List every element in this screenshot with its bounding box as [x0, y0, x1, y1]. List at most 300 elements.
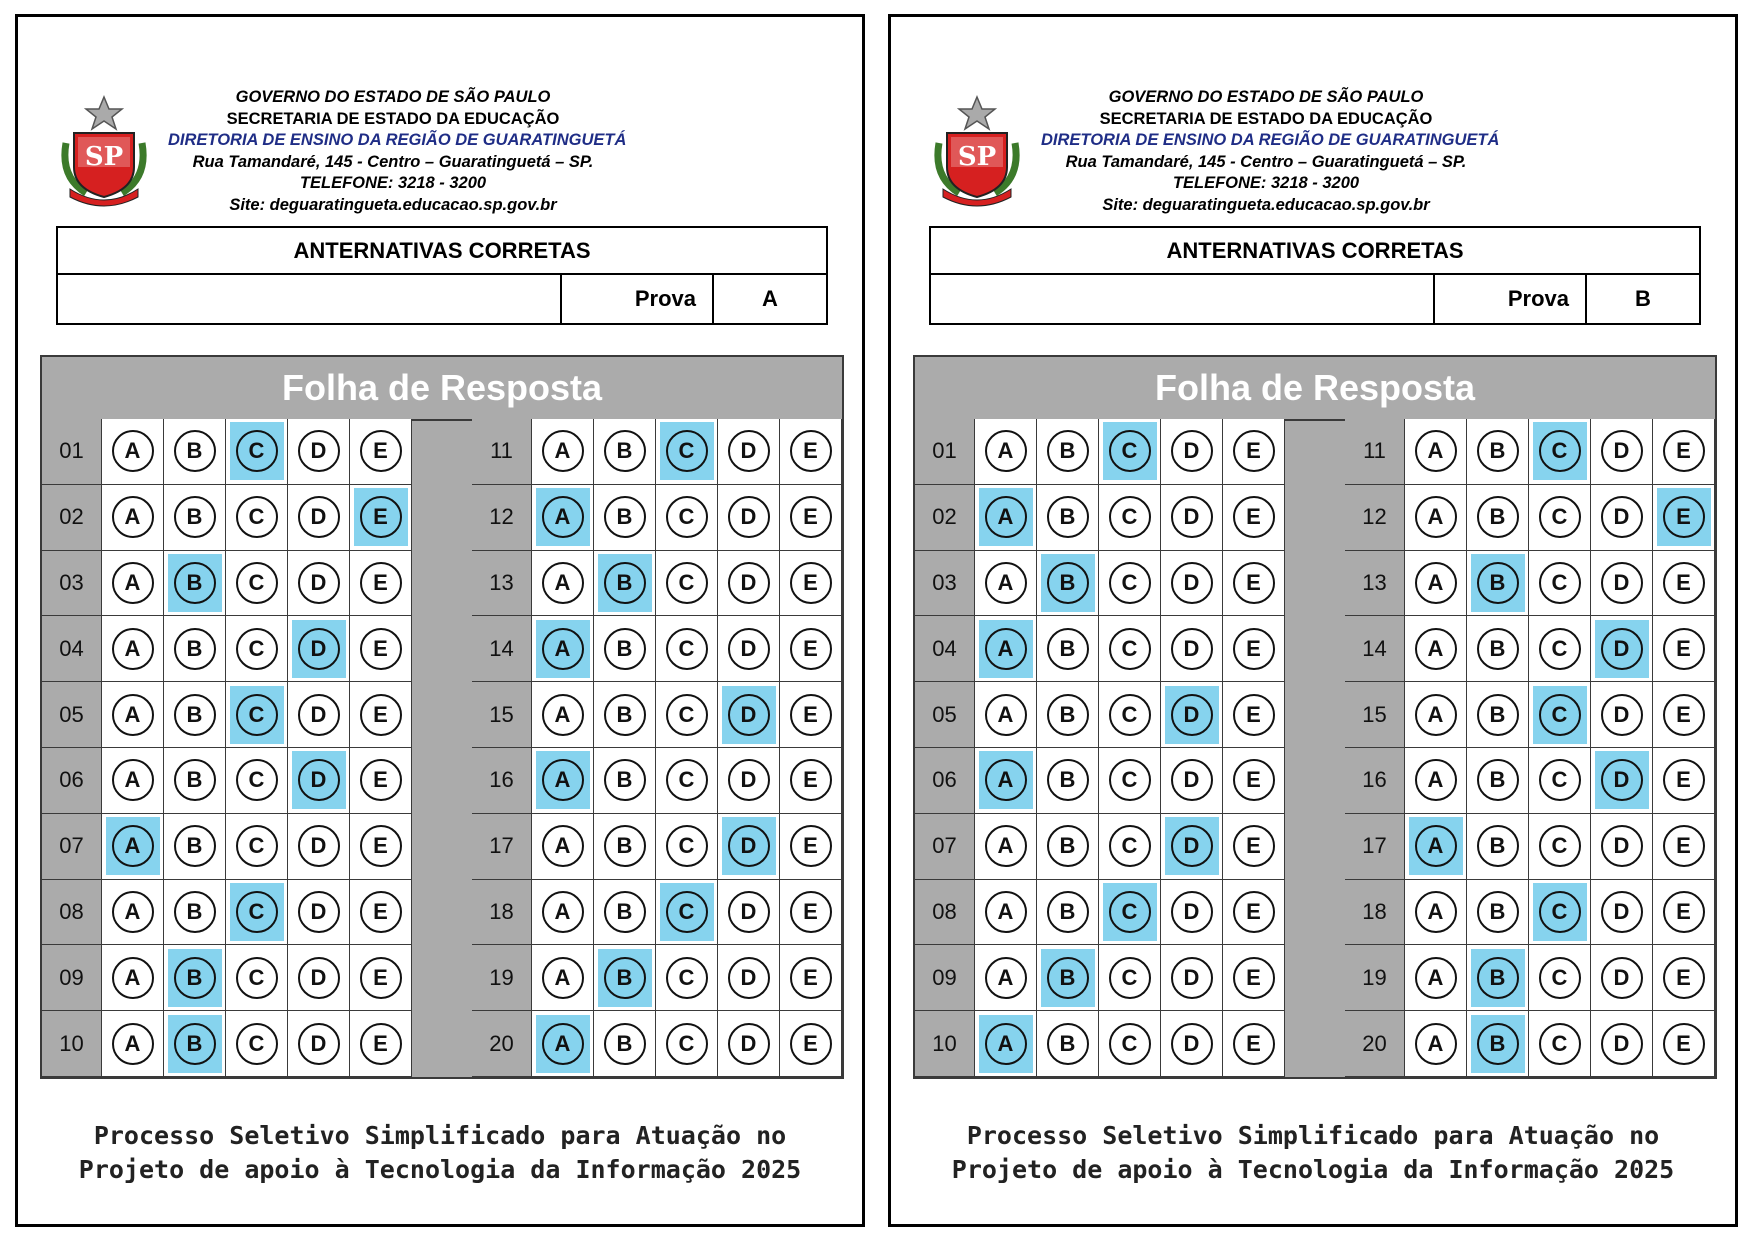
option-a[interactable]	[1405, 1011, 1467, 1077]
option-a-marked[interactable]	[975, 1011, 1037, 1077]
question-number: 17	[472, 814, 532, 880]
option-c[interactable]	[1099, 748, 1161, 814]
folha-title: Folha de Resposta	[915, 357, 1715, 421]
option-bubble: B	[1477, 957, 1519, 999]
option-c-marked[interactable]	[226, 682, 288, 748]
option-a[interactable]	[532, 419, 594, 485]
option-c[interactable]	[1529, 945, 1591, 1011]
option-bubble: C	[1109, 891, 1151, 933]
option-d[interactable]	[1591, 485, 1653, 551]
option-d[interactable]	[1161, 485, 1223, 551]
option-a[interactable]	[1405, 616, 1467, 682]
bubble-highlight	[1657, 422, 1711, 480]
option-bubble: C	[1109, 496, 1151, 538]
option-a[interactable]	[1405, 485, 1467, 551]
option-bubble: A	[1415, 891, 1457, 933]
question-row	[915, 880, 1285, 946]
option-b[interactable]	[594, 748, 656, 814]
option-e[interactable]	[350, 880, 412, 946]
option-a[interactable]	[975, 814, 1037, 880]
option-b[interactable]	[164, 485, 226, 551]
bubble-highlight	[1041, 554, 1095, 612]
bubble-highlight	[722, 1015, 776, 1073]
question-row	[1345, 551, 1715, 617]
option-a[interactable]	[975, 551, 1037, 617]
option-b-marked[interactable]	[1037, 551, 1099, 617]
bubble-highlight	[536, 883, 590, 941]
option-b[interactable]	[1467, 880, 1529, 946]
bubble-highlight	[106, 751, 160, 809]
option-e[interactable]	[1653, 682, 1715, 748]
option-e[interactable]	[780, 485, 842, 551]
bubble-highlight	[1041, 1015, 1095, 1073]
option-a-marked[interactable]	[532, 616, 594, 682]
option-d-marked[interactable]	[288, 748, 350, 814]
option-bubble: E	[360, 628, 402, 670]
option-a[interactable]	[975, 682, 1037, 748]
option-c[interactable]	[1529, 485, 1591, 551]
option-b[interactable]	[1037, 616, 1099, 682]
option-c[interactable]	[1099, 682, 1161, 748]
question-number: 09	[42, 945, 102, 1011]
option-d[interactable]	[1591, 551, 1653, 617]
bubble-highlight	[722, 422, 776, 480]
question-number: 07	[915, 814, 975, 880]
option-bubble: D	[298, 1023, 340, 1065]
option-d[interactable]	[1591, 1011, 1653, 1077]
bubble-highlight	[1409, 422, 1463, 480]
option-a[interactable]	[532, 682, 594, 748]
option-a[interactable]	[975, 945, 1037, 1011]
bubble-highlight	[660, 488, 714, 546]
option-bubble: A	[542, 628, 584, 670]
option-d[interactable]	[718, 880, 780, 946]
bubble-highlight	[1103, 949, 1157, 1007]
option-c-marked[interactable]	[656, 880, 718, 946]
option-d[interactable]	[1161, 1011, 1223, 1077]
bubble-highlight	[598, 949, 652, 1007]
option-c[interactable]	[1529, 616, 1591, 682]
option-c[interactable]	[1529, 748, 1591, 814]
option-a[interactable]	[102, 616, 164, 682]
bubble-highlight	[1103, 422, 1157, 480]
option-bubble: D	[298, 628, 340, 670]
option-bubble: A	[542, 694, 584, 736]
option-c[interactable]	[1529, 814, 1591, 880]
bubble-highlight	[1103, 751, 1157, 809]
option-b[interactable]	[164, 748, 226, 814]
option-b[interactable]	[164, 814, 226, 880]
option-bubble: B	[174, 957, 216, 999]
option-c[interactable]	[1099, 814, 1161, 880]
option-a-marked[interactable]	[975, 616, 1037, 682]
option-c[interactable]	[1099, 1011, 1161, 1077]
option-bubble: C	[666, 628, 708, 670]
option-d[interactable]	[718, 551, 780, 617]
option-a[interactable]	[1405, 551, 1467, 617]
option-d[interactable]	[718, 616, 780, 682]
option-d[interactable]	[1161, 880, 1223, 946]
option-d[interactable]	[1591, 419, 1653, 485]
option-c[interactable]	[226, 551, 288, 617]
question-row	[1345, 945, 1715, 1011]
option-a[interactable]	[975, 419, 1037, 485]
option-a[interactable]	[532, 945, 594, 1011]
option-e[interactable]	[1223, 748, 1285, 814]
option-d-marked[interactable]	[288, 616, 350, 682]
option-bubble: E	[1233, 562, 1275, 604]
option-b-marked[interactable]	[1467, 551, 1529, 617]
option-a[interactable]	[532, 551, 594, 617]
option-a-marked[interactable]	[102, 814, 164, 880]
option-b[interactable]	[164, 880, 226, 946]
bubble-highlight	[1471, 488, 1525, 546]
option-e[interactable]	[780, 616, 842, 682]
option-a-marked[interactable]	[1405, 814, 1467, 880]
bubble-highlight	[1103, 488, 1157, 546]
option-bubble: B	[1477, 825, 1519, 867]
option-e[interactable]	[780, 945, 842, 1011]
bubble-highlight	[1041, 422, 1095, 480]
sao-paulo-crest-icon	[56, 93, 152, 209]
option-b[interactable]	[1037, 814, 1099, 880]
bubble-highlight	[1041, 620, 1095, 678]
option-d[interactable]	[718, 945, 780, 1011]
option-e[interactable]	[1223, 419, 1285, 485]
option-b-marked[interactable]	[594, 551, 656, 617]
option-d[interactable]	[1161, 419, 1223, 485]
option-d[interactable]	[288, 880, 350, 946]
option-b[interactable]	[1467, 682, 1529, 748]
option-e[interactable]	[1653, 1011, 1715, 1077]
option-c[interactable]	[656, 748, 718, 814]
option-b[interactable]	[594, 880, 656, 946]
option-c[interactable]	[226, 616, 288, 682]
option-e[interactable]	[780, 814, 842, 880]
option-c-marked[interactable]	[1099, 880, 1161, 946]
option-b-marked[interactable]	[594, 945, 656, 1011]
option-a[interactable]	[1405, 419, 1467, 485]
option-b[interactable]	[594, 682, 656, 748]
option-a[interactable]	[1405, 880, 1467, 946]
option-c[interactable]	[226, 1011, 288, 1077]
bubble-highlight	[354, 949, 408, 1007]
option-c[interactable]	[656, 1011, 718, 1077]
option-d[interactable]	[288, 485, 350, 551]
option-a-marked[interactable]	[975, 485, 1037, 551]
option-d[interactable]	[1591, 814, 1653, 880]
bubble-highlight	[1595, 1015, 1649, 1073]
option-b[interactable]	[594, 419, 656, 485]
bubble-highlight	[230, 1015, 284, 1073]
option-e[interactable]	[1223, 485, 1285, 551]
option-d[interactable]	[1591, 945, 1653, 1011]
option-e[interactable]	[1223, 616, 1285, 682]
option-c[interactable]	[1099, 616, 1161, 682]
option-b[interactable]	[164, 419, 226, 485]
question-number: 15	[1345, 682, 1405, 748]
option-b[interactable]	[1037, 880, 1099, 946]
option-b[interactable]	[594, 485, 656, 551]
option-a-marked[interactable]	[532, 748, 594, 814]
bubble-highlight	[1409, 488, 1463, 546]
bubble-highlight	[536, 554, 590, 612]
option-b-marked[interactable]	[1037, 945, 1099, 1011]
option-c[interactable]	[226, 485, 288, 551]
header-address: Rua Tamandaré, 145 - Centro – Guaratinguetá – SP.	[1065, 152, 1467, 171]
option-d[interactable]	[288, 1011, 350, 1077]
option-d[interactable]	[718, 485, 780, 551]
option-e[interactable]	[350, 616, 412, 682]
bubble-highlight	[979, 422, 1033, 480]
option-a[interactable]	[1405, 748, 1467, 814]
option-b[interactable]	[1037, 682, 1099, 748]
option-d[interactable]	[718, 1011, 780, 1077]
bubble-highlight	[1595, 620, 1649, 678]
option-d[interactable]	[288, 419, 350, 485]
option-bubble: C	[1539, 496, 1581, 538]
option-d[interactable]	[288, 551, 350, 617]
option-b[interactable]	[1467, 616, 1529, 682]
option-d-marked[interactable]	[718, 682, 780, 748]
option-e[interactable]	[1223, 682, 1285, 748]
option-a[interactable]	[532, 814, 594, 880]
bubble-highlight	[1165, 620, 1219, 678]
option-e[interactable]	[1653, 616, 1715, 682]
option-e[interactable]	[780, 682, 842, 748]
option-a-marked[interactable]	[532, 485, 594, 551]
option-a[interactable]	[102, 945, 164, 1011]
option-d[interactable]	[1161, 616, 1223, 682]
bubble-highlight	[598, 554, 652, 612]
option-a-marked[interactable]	[532, 1011, 594, 1077]
option-e[interactable]	[1653, 814, 1715, 880]
bubble-highlight	[1657, 1015, 1711, 1073]
option-b-marked[interactable]	[164, 551, 226, 617]
option-b[interactable]	[1467, 748, 1529, 814]
option-bubble: C	[1539, 891, 1581, 933]
option-d-marked[interactable]	[1591, 748, 1653, 814]
option-b[interactable]	[164, 616, 226, 682]
option-b-marked[interactable]	[164, 1011, 226, 1077]
option-e[interactable]	[350, 682, 412, 748]
option-bubble: E	[1663, 628, 1705, 670]
option-d[interactable]	[288, 945, 350, 1011]
bubble-highlight	[722, 554, 776, 612]
option-bubble: A	[1415, 430, 1457, 472]
bubble-highlight	[1533, 751, 1587, 809]
option-a-marked[interactable]	[975, 748, 1037, 814]
option-e[interactable]	[780, 419, 842, 485]
option-e[interactable]	[1223, 945, 1285, 1011]
question-number: 04	[915, 616, 975, 682]
option-d[interactable]	[1591, 682, 1653, 748]
option-d[interactable]	[1161, 945, 1223, 1011]
question-row	[915, 485, 1285, 551]
bubble-highlight	[292, 817, 346, 875]
option-c-marked[interactable]	[1529, 682, 1591, 748]
option-d-marked[interactable]	[1161, 814, 1223, 880]
option-e-marked[interactable]	[350, 485, 412, 551]
option-c[interactable]	[1099, 945, 1161, 1011]
option-bubble: A	[112, 1023, 154, 1065]
bubble-highlight	[106, 422, 160, 480]
option-b-marked[interactable]	[1467, 1011, 1529, 1077]
option-c[interactable]	[656, 945, 718, 1011]
option-d-marked[interactable]	[718, 814, 780, 880]
bubble-highlight	[660, 751, 714, 809]
blank-cell	[931, 275, 1435, 323]
option-a[interactable]	[1405, 682, 1467, 748]
option-bubble: E	[1233, 694, 1275, 736]
option-a[interactable]	[1405, 945, 1467, 1011]
option-bubble: A	[1415, 694, 1457, 736]
option-bubble: E	[1663, 957, 1705, 999]
option-bubble: C	[666, 825, 708, 867]
option-e[interactable]	[780, 551, 842, 617]
option-e[interactable]	[350, 748, 412, 814]
footer-line-1: Processo Seletivo Simplificado para Atuação no	[93, 1121, 787, 1150]
option-c[interactable]	[656, 551, 718, 617]
option-c-marked[interactable]	[1529, 419, 1591, 485]
option-bubble: C	[236, 562, 278, 604]
bubble-highlight	[1409, 620, 1463, 678]
option-c[interactable]	[656, 814, 718, 880]
option-a[interactable]	[102, 485, 164, 551]
option-a[interactable]	[102, 419, 164, 485]
question-row	[915, 551, 1285, 617]
option-bubble: E	[360, 759, 402, 801]
bubble-highlight	[230, 883, 284, 941]
option-a[interactable]	[532, 880, 594, 946]
option-e[interactable]	[1653, 880, 1715, 946]
option-e[interactable]	[1653, 419, 1715, 485]
option-bubble: E	[790, 628, 832, 670]
option-d[interactable]	[718, 419, 780, 485]
option-b[interactable]	[594, 616, 656, 682]
option-a[interactable]	[102, 682, 164, 748]
option-a[interactable]	[102, 748, 164, 814]
option-b[interactable]	[1037, 748, 1099, 814]
option-b[interactable]	[1467, 485, 1529, 551]
option-b[interactable]	[164, 682, 226, 748]
option-e[interactable]	[1653, 748, 1715, 814]
option-b[interactable]	[594, 814, 656, 880]
option-c-marked[interactable]	[656, 419, 718, 485]
option-bubble: B	[174, 759, 216, 801]
option-bubble: B	[1047, 694, 1089, 736]
option-b[interactable]	[1037, 1011, 1099, 1077]
svg-text:SP: SP	[957, 142, 997, 172]
option-bubble: B	[174, 430, 216, 472]
option-c[interactable]	[656, 682, 718, 748]
option-e[interactable]	[780, 880, 842, 946]
option-e[interactable]	[350, 551, 412, 617]
option-d[interactable]	[288, 814, 350, 880]
option-d[interactable]	[1161, 551, 1223, 617]
option-e[interactable]	[350, 814, 412, 880]
option-b-marked[interactable]	[1467, 945, 1529, 1011]
option-d[interactable]	[1161, 748, 1223, 814]
option-e[interactable]	[1223, 880, 1285, 946]
institution-header	[168, 87, 627, 216]
option-a[interactable]	[102, 551, 164, 617]
option-c[interactable]	[656, 485, 718, 551]
option-bubble: C	[236, 496, 278, 538]
option-bubble: E	[1233, 957, 1275, 999]
option-e[interactable]	[780, 1011, 842, 1077]
bubble-highlight	[979, 1015, 1033, 1073]
option-e-marked[interactable]	[1653, 485, 1715, 551]
option-a[interactable]	[102, 880, 164, 946]
option-e[interactable]	[350, 1011, 412, 1077]
bubble-highlight	[1227, 488, 1281, 546]
option-c[interactable]	[226, 748, 288, 814]
option-c[interactable]	[1529, 1011, 1591, 1077]
option-bubble: D	[1601, 957, 1643, 999]
option-e[interactable]	[350, 945, 412, 1011]
option-c[interactable]	[656, 616, 718, 682]
option-c[interactable]	[1099, 551, 1161, 617]
option-b-marked[interactable]	[164, 945, 226, 1011]
answer-key-box	[929, 226, 1701, 325]
option-c-marked[interactable]	[226, 419, 288, 485]
option-bubble: E	[1663, 891, 1705, 933]
option-d-marked[interactable]	[1161, 682, 1223, 748]
option-c-marked[interactable]	[1529, 880, 1591, 946]
option-b[interactable]	[1037, 485, 1099, 551]
bubble-highlight	[1595, 751, 1649, 809]
option-d[interactable]	[718, 748, 780, 814]
bubble-highlight	[1041, 751, 1095, 809]
bubble-highlight	[1657, 817, 1711, 875]
option-e[interactable]	[1223, 1011, 1285, 1077]
option-c[interactable]	[226, 814, 288, 880]
option-e[interactable]	[1223, 551, 1285, 617]
option-e[interactable]	[1223, 814, 1285, 880]
option-b[interactable]	[594, 1011, 656, 1077]
option-a[interactable]	[975, 880, 1037, 946]
option-b[interactable]	[1467, 814, 1529, 880]
option-bubble: E	[360, 694, 402, 736]
option-c-marked[interactable]	[226, 880, 288, 946]
option-c[interactable]	[226, 945, 288, 1011]
question-number: 20	[472, 1011, 532, 1077]
option-d[interactable]	[1591, 880, 1653, 946]
bubble-highlight	[230, 554, 284, 612]
option-b[interactable]	[1467, 419, 1529, 485]
prova-label: Prova	[1435, 275, 1587, 323]
option-bubble: B	[604, 891, 646, 933]
question-row	[42, 945, 412, 1011]
option-bubble: D	[1171, 759, 1213, 801]
bubble-highlight	[979, 686, 1033, 744]
option-e[interactable]	[350, 419, 412, 485]
option-c[interactable]	[1099, 485, 1161, 551]
option-bubble: A	[985, 694, 1027, 736]
option-e[interactable]	[780, 748, 842, 814]
option-e[interactable]	[1653, 945, 1715, 1011]
option-e[interactable]	[1653, 551, 1715, 617]
bubble-highlight	[1227, 686, 1281, 744]
option-d[interactable]	[288, 682, 350, 748]
option-c-marked[interactable]	[1099, 419, 1161, 485]
option-a[interactable]	[102, 1011, 164, 1077]
option-bubble: A	[985, 628, 1027, 670]
option-d-marked[interactable]	[1591, 616, 1653, 682]
option-b[interactable]	[1037, 419, 1099, 485]
option-c[interactable]	[1529, 551, 1591, 617]
